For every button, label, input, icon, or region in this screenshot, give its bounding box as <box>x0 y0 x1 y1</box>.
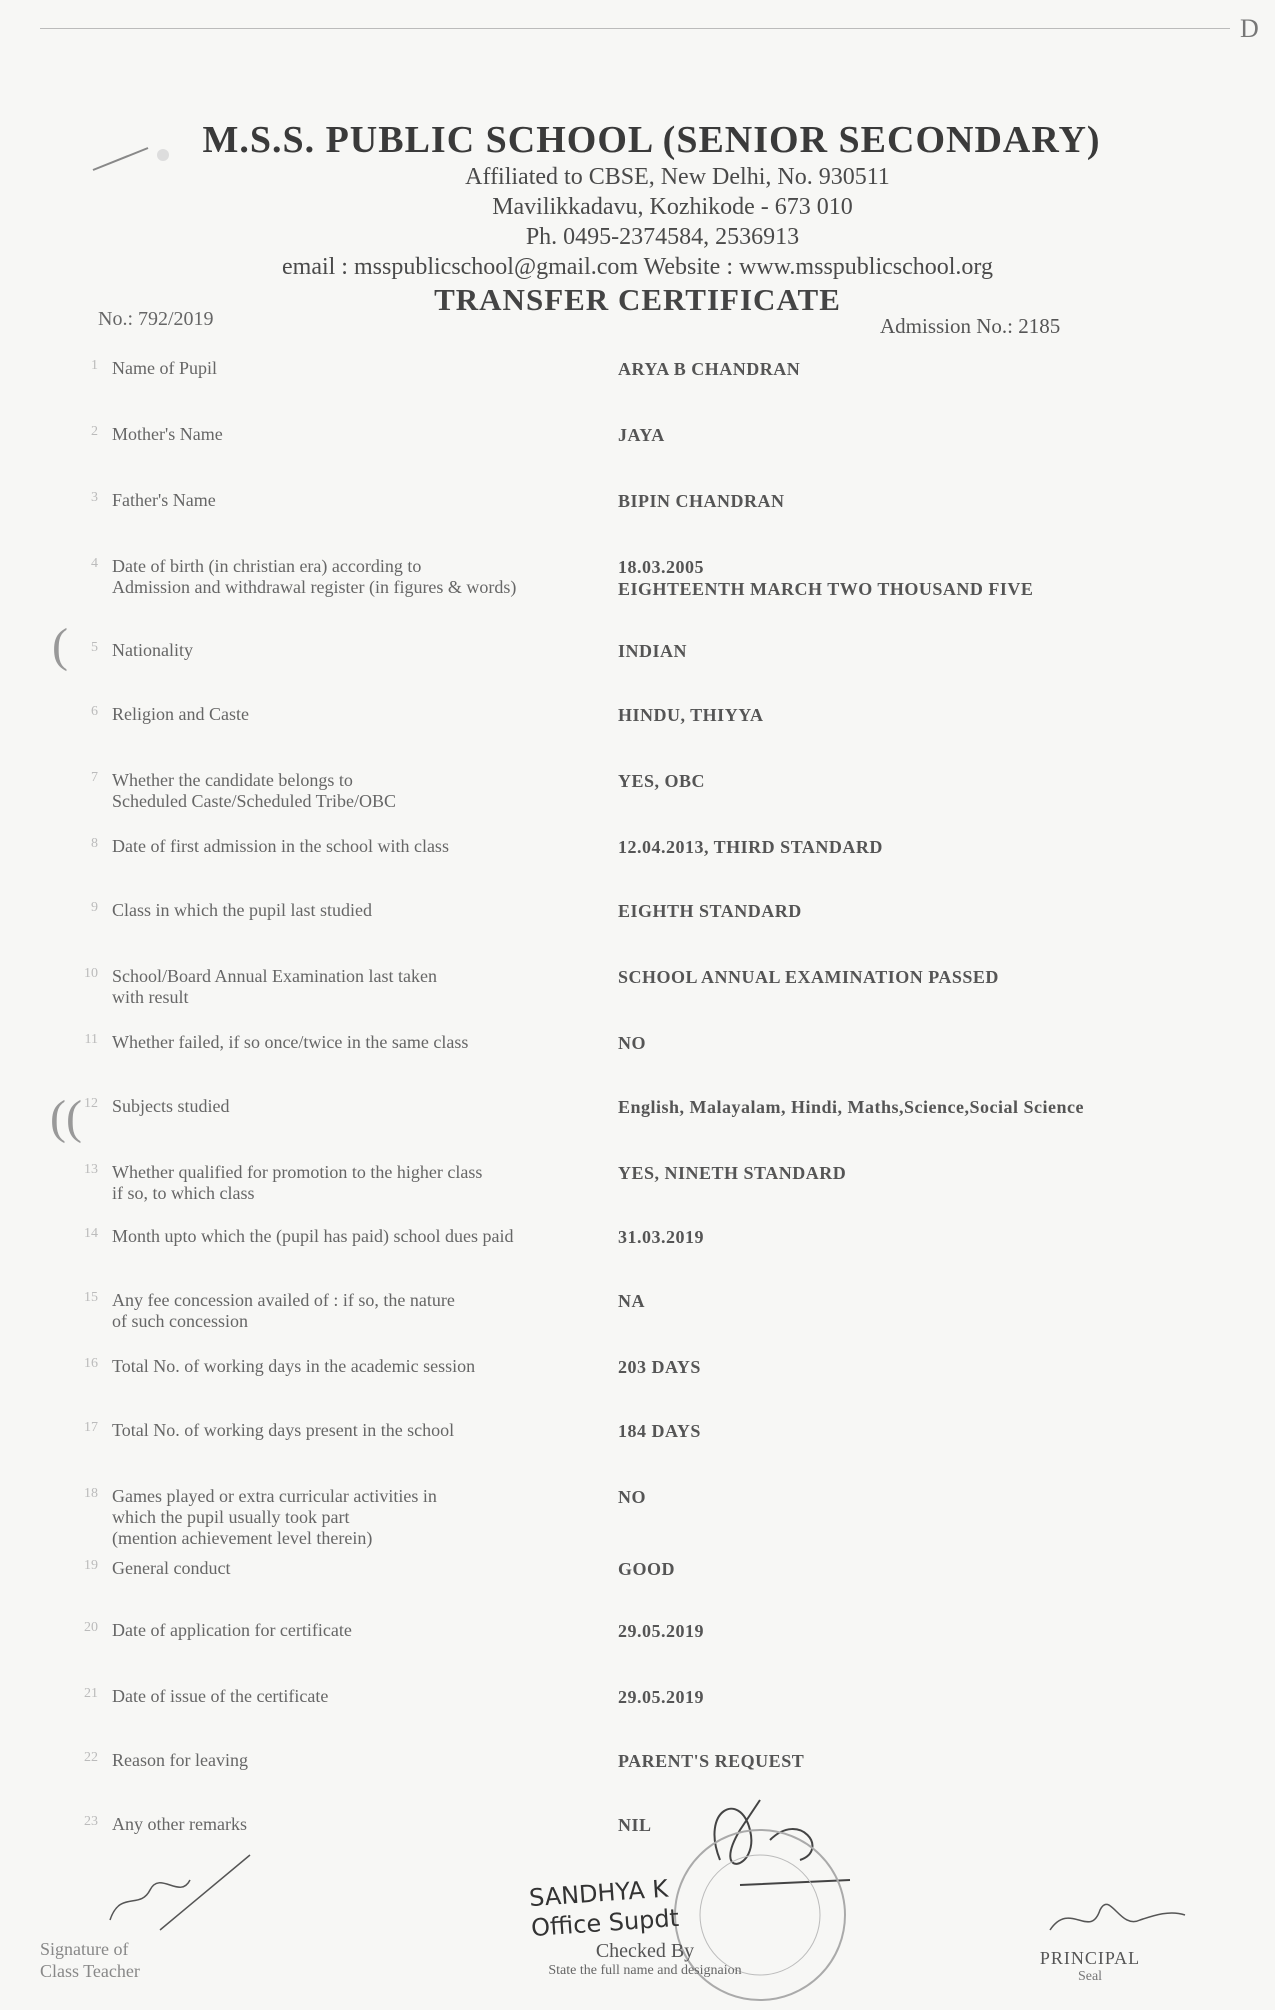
teacher-signature-scribble <box>100 1850 260 1940</box>
checked-by-note: State the full name and designaion <box>548 1963 742 1978</box>
field-value: English, Malayalam, Hindi, Maths,Science,Social Science <box>618 1097 1085 1117</box>
field-label: General conduct <box>112 1558 231 1578</box>
field-number: 10 <box>84 966 98 981</box>
admission-number: Admission No.: 2185 <box>880 314 1061 338</box>
field-value: BIPIN CHANDRAN <box>618 491 785 511</box>
field-number: 1 <box>91 358 98 373</box>
field-number: 13 <box>84 1162 98 1177</box>
field-label: Whether the candidate belongs to Scheduled Caste/Scheduled Tribe/OBC <box>112 770 396 811</box>
field-label: Date of issue of the certificate <box>112 1686 329 1706</box>
field-label: Father's Name <box>112 490 216 510</box>
field-value: EIGHTH STANDARD <box>618 901 802 921</box>
field-value: 184 DAYS <box>618 1421 701 1441</box>
field-label: Any fee concession availed of : if so, the nature of such concession <box>112 1290 455 1331</box>
field-value: ARYA B CHANDRAN <box>618 359 801 379</box>
field-label: School/Board Annual Examination last taken with result <box>112 966 437 1007</box>
field-value: 12.04.2013, THIRD STANDARD <box>618 837 883 857</box>
school-contact: email : msspublicschool@gmail.com Website : www.msspublicschool.org <box>282 254 993 280</box>
field-number: 16 <box>84 1356 98 1371</box>
principal-block <box>1020 1948 1160 1985</box>
top-border-line <box>40 28 1230 29</box>
field-label: Class in which the pupil last studied <box>112 900 372 920</box>
field-number: 20 <box>84 1620 98 1635</box>
document-title: TRANSFER CERTIFICATE <box>434 282 841 317</box>
field-number: 9 <box>91 900 98 915</box>
field-number: 8 <box>91 836 98 851</box>
checked-by-label: Checked By <box>595 1940 695 1962</box>
field-number: 4 <box>91 556 98 571</box>
field-number: 18 <box>84 1486 98 1501</box>
seal-label: Seal <box>1077 1969 1103 1984</box>
field-number: 7 <box>91 770 98 785</box>
corner-mark: D <box>1240 14 1259 43</box>
field-value: 31.03.2019 <box>618 1227 704 1247</box>
class-teacher-signature-label: Signature of Class Teacher <box>40 1939 140 1981</box>
field-label: Religion and Caste <box>112 704 249 724</box>
seal-stamp <box>660 1820 860 2010</box>
field-value: PARENT'S REQUEST <box>618 1751 805 1771</box>
punch-hole-mark: ( <box>52 619 68 672</box>
school-header <box>0 118 1275 282</box>
field-value: JAYA <box>618 425 665 445</box>
field-value: NIL <box>618 1815 652 1835</box>
field-number: 21 <box>84 1686 98 1701</box>
field-number: 5 <box>91 640 98 655</box>
school-address: Mavilikkadavu, Kozhikode - 673 010 <box>492 194 853 220</box>
field-label: Nationality <box>112 640 193 660</box>
field-number: 19 <box>84 1558 98 1573</box>
field-label: Whether failed, if so once/twice in the same class <box>112 1032 469 1052</box>
field-number: 17 <box>84 1420 98 1435</box>
field-value: YES, NINETH STANDARD <box>618 1163 847 1183</box>
field-value: HINDU, THIYYA <box>618 705 764 725</box>
field-number: 11 <box>84 1032 98 1047</box>
principal-signature <box>1040 1890 1190 1950</box>
field-label: Whether qualified for promotion to the higher class if so, to which class <box>112 1162 483 1203</box>
punch-hole-mark: (( <box>50 1091 82 1144</box>
field-value: INDIAN <box>618 641 688 661</box>
school-name: M.S.S. PUBLIC SCHOOL (SENIOR SECONDARY) <box>202 119 1101 161</box>
field-number: 14 <box>84 1226 98 1241</box>
field-value: 29.05.2019 <box>618 1621 704 1641</box>
principal-label: PRINCIPAL <box>1039 1948 1141 1968</box>
field-value: 203 DAYS <box>618 1357 701 1377</box>
field-label: Reason for leaving <box>112 1750 248 1770</box>
field-label: Games played or extra curricular activities in which the pupil usually took part (mention achievement level therein) <box>112 1486 437 1548</box>
school-phone: Ph. 0495-2374584, 2536913 <box>525 224 800 250</box>
field-label: Date of application for certificate <box>112 1620 352 1640</box>
handwritten-name-note: SANDHYA K Office Supdt <box>528 1874 680 1943</box>
field-label: Mother's Name <box>112 424 223 444</box>
field-label: Date of birth (in christian era) according to Admission and withdrawal register (in figures & words) <box>112 556 517 597</box>
field-value: GOOD <box>618 1559 676 1579</box>
field-label: Total No. of working days present in the school <box>112 1420 455 1440</box>
field-value: SCHOOL ANNUAL EXAMINATION PASSED <box>618 967 999 987</box>
field-number: 3 <box>91 490 98 505</box>
field-label: Any other remarks <box>112 1814 247 1834</box>
affiliation: Affiliated to CBSE, New Delhi, No. 930511 <box>465 164 890 190</box>
field-number: 12 <box>84 1096 98 1111</box>
field-value: 29.05.2019 <box>618 1687 704 1707</box>
field-value: NA <box>618 1291 645 1311</box>
field-label: Date of first admission in the school with class <box>112 836 449 856</box>
field-number: 6 <box>91 704 98 719</box>
field-label: Name of Pupil <box>112 358 217 378</box>
field-value: NO <box>618 1487 646 1507</box>
field-value: 18.03.2005 EIGHTEENTH MARCH TWO THOUSAND FIVE <box>618 557 1034 599</box>
field-number: 2 <box>91 424 98 439</box>
field-label: Total No. of working days in the academic session <box>112 1356 476 1376</box>
checked-by-block <box>520 1940 770 1979</box>
field-value: YES, OBC <box>618 771 706 791</box>
field-number: 22 <box>84 1750 98 1765</box>
field-number: 23 <box>84 1814 98 1829</box>
field-number: 15 <box>84 1290 98 1305</box>
field-label: Month upto which the (pupil has paid) school dues paid <box>112 1226 514 1246</box>
certificate-number: No.: 792/2019 <box>98 308 214 330</box>
field-label: Subjects studied <box>112 1096 230 1116</box>
field-value: NO <box>618 1033 646 1053</box>
